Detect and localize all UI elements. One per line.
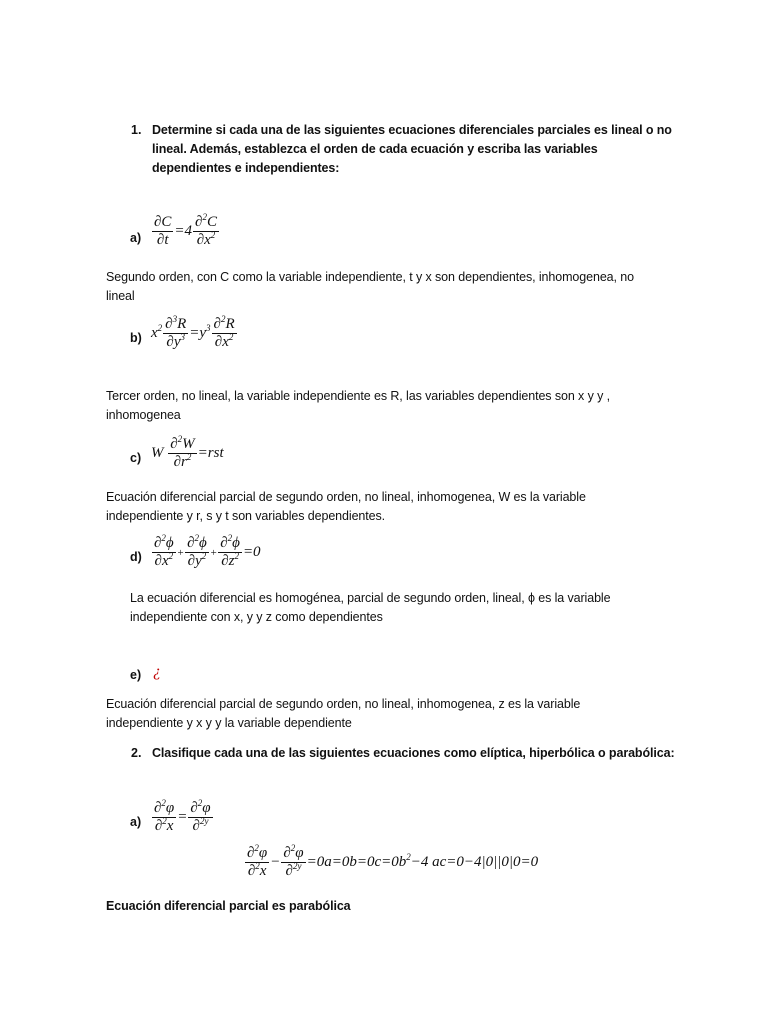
equation-2a-working: $\frac{\partial^2\varphi}{\partial^2x}$ − $\frac{\partial^2\varphi}{\partial^{2y}}$ $=0a=0b=0c=0b^2-4$ ac=0−4|0||0|0=0 <box>247 843 539 879</box>
equation-d: $\frac{\partial^2\phi}{\partial x^2}$ + $\frac{\partial^2\phi}{\partial y^2}$ + $\frac{\partial^2\phi}{\partial z^2}$ =0 <box>154 533 261 569</box>
answer-a-line-1: Segundo orden, con C como la variable independiente, t y x son dependientes, inhomogenea, no <box>106 270 634 284</box>
equation-2a: $\frac{\partial^2\varphi}{\partial^2x}$ = $\frac{\partial^2\varphi}{\partial^{2y}}$ <box>154 798 211 834</box>
item-b-label: b) <box>130 331 142 345</box>
answer-e-line-1: Ecuación diferencial parcial de segundo orden, no lineal, inhomogenea, z es la variable <box>106 697 581 711</box>
answer-d <box>130 589 610 627</box>
equation-c: W $\frac{\partial^2W}{\partial r^2}$ =rst <box>151 434 224 470</box>
item-c-label: c) <box>130 451 142 465</box>
answer-b <box>106 387 610 425</box>
question-1-line-3: dependientes e independientes: <box>152 161 340 175</box>
question-1-number: 1. <box>131 123 142 137</box>
question-2-conclusion: Ecuación diferencial parcial es parabólica <box>106 899 351 913</box>
answer-a <box>106 268 634 306</box>
answer-a-line-2: lineal <box>106 289 135 303</box>
answer-d-line-2: independiente con x, y y z como dependientes <box>130 610 383 624</box>
item-d-label: d) <box>130 550 142 564</box>
answer-d-line-1: La ecuación diferencial es homogénea, parcial de segundo orden, lineal, ϕ es la variable <box>130 591 611 605</box>
item-e-label: e) <box>130 668 142 682</box>
question-2-prompt: Clasifique cada una de las siguientes ecuaciones como elíptica, hiperbólica o parabólica: <box>152 746 675 760</box>
equation-e-glyph: ¿ <box>153 663 161 680</box>
item-a-label: a) <box>130 231 142 245</box>
equation-a: $\frac{\partial C}{\partial t}$ =4 $\frac{\partial^2C}{\partial x^2}$ <box>154 212 217 248</box>
answer-c-line-1: Ecuación diferencial parcial de segundo orden, no lineal, inhomogenea, W es la variable <box>106 490 586 504</box>
question-1-line-1: Determine si cada una de las siguientes ecuaciones diferenciales parciales es lineal o no <box>152 123 672 137</box>
answer-b-line-2: inhomogenea <box>106 408 181 422</box>
item-2a-label: a) <box>130 815 142 829</box>
question-1-line-2: lineal. Además, establezca el orden de cada ecuación y escriba las variables <box>152 142 598 156</box>
answer-e-line-2: independiente y x y y la variable dependiente <box>106 716 352 730</box>
answer-c <box>106 488 586 526</box>
answer-c-line-2: independiente y r, s y t son variables dependientes. <box>106 509 386 523</box>
answer-e <box>106 695 580 733</box>
question-2-number: 2. <box>131 746 142 760</box>
equation-b: $x^2$ $\frac{\partial^3R}{\partial y^3}$ $=y^3$ $\frac{\partial^2R}{\partial x^2}$ <box>151 314 235 350</box>
question-1-prompt <box>152 121 672 178</box>
answer-b-line-1: Tercer orden, no lineal, la variable independiente es R, las variables dependientes son x y y , <box>106 389 611 403</box>
